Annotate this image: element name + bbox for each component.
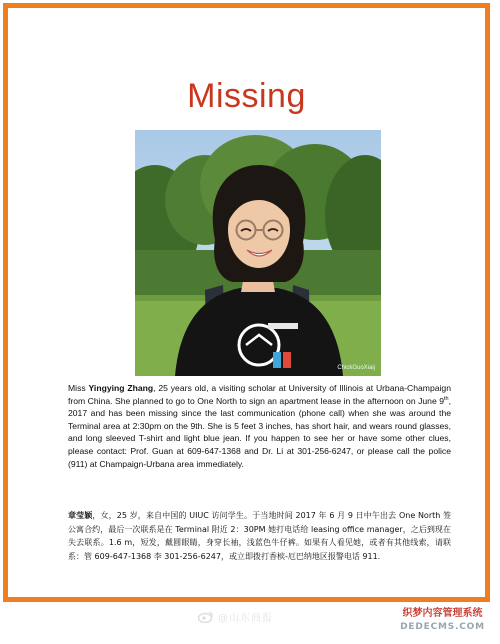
weibo-icon bbox=[198, 611, 214, 623]
site-watermark-en: DEDECMS.COM bbox=[400, 622, 485, 632]
photo-illustration bbox=[135, 130, 381, 376]
english-text-1: , 25 years old, a visiting scholar at University of Illinois at Urbana-Champaign from China. She planned to go to One North to sign an apartment lease in the afternoon on June 9 bbox=[68, 383, 451, 406]
missing-person-photo bbox=[135, 130, 381, 376]
english-description bbox=[68, 382, 451, 470]
site-watermark-cn: 织梦内容管理系统 bbox=[402, 608, 483, 619]
poster-title: Missing bbox=[187, 77, 306, 115]
english-name: Yingying Zhang bbox=[88, 383, 154, 393]
chinese-name: 章莹颖 bbox=[68, 511, 93, 520]
site-watermark bbox=[392, 607, 493, 638]
missing-poster bbox=[3, 3, 490, 602]
weibo-watermark bbox=[198, 609, 273, 624]
english-superscript: th bbox=[444, 395, 449, 402]
english-text-2: , 2017 and has been missing since the last communication (phone call) when she was around the Terminal area at 2:30pm on the 9th. She is 5 feet 3 inches, has short hair, and wears round glasses, and long sleeved T-shirt and light blue jean. If you happen to see her or have some other clues, please contact: Prof. Guan at 609-647-1368 and Dr. Li at 301-256-6247, or please call the police (911) at Champaign-Urbana area immediately. bbox=[68, 395, 451, 469]
chinese-text: ，女，25 岁，来自中国的 UIUC 访问学生。于当地时间 2017 年 6 月 9 日中午出去 One North 签公寓合约，最后一次联系是在 Terminal 附近 2：30PM 她打电话给 leasing office manager，之后到现在失去联系。1.6 m，短发，戴圆眼睛，身穿长袖，浅蓝色牛仔裤。如果有人看见她，或者有其他线索，请联系：管 609-647-1368 李 301-256-6247，或立即拨打香槟-厄巴纳地区报警电话 911. bbox=[68, 511, 451, 562]
photo-credit-watermark: ChickGuoXiaij bbox=[337, 365, 375, 371]
english-intro: Miss bbox=[68, 383, 89, 393]
chinese-description bbox=[68, 509, 451, 564]
weibo-watermark-text: @山东商报 bbox=[218, 613, 273, 624]
